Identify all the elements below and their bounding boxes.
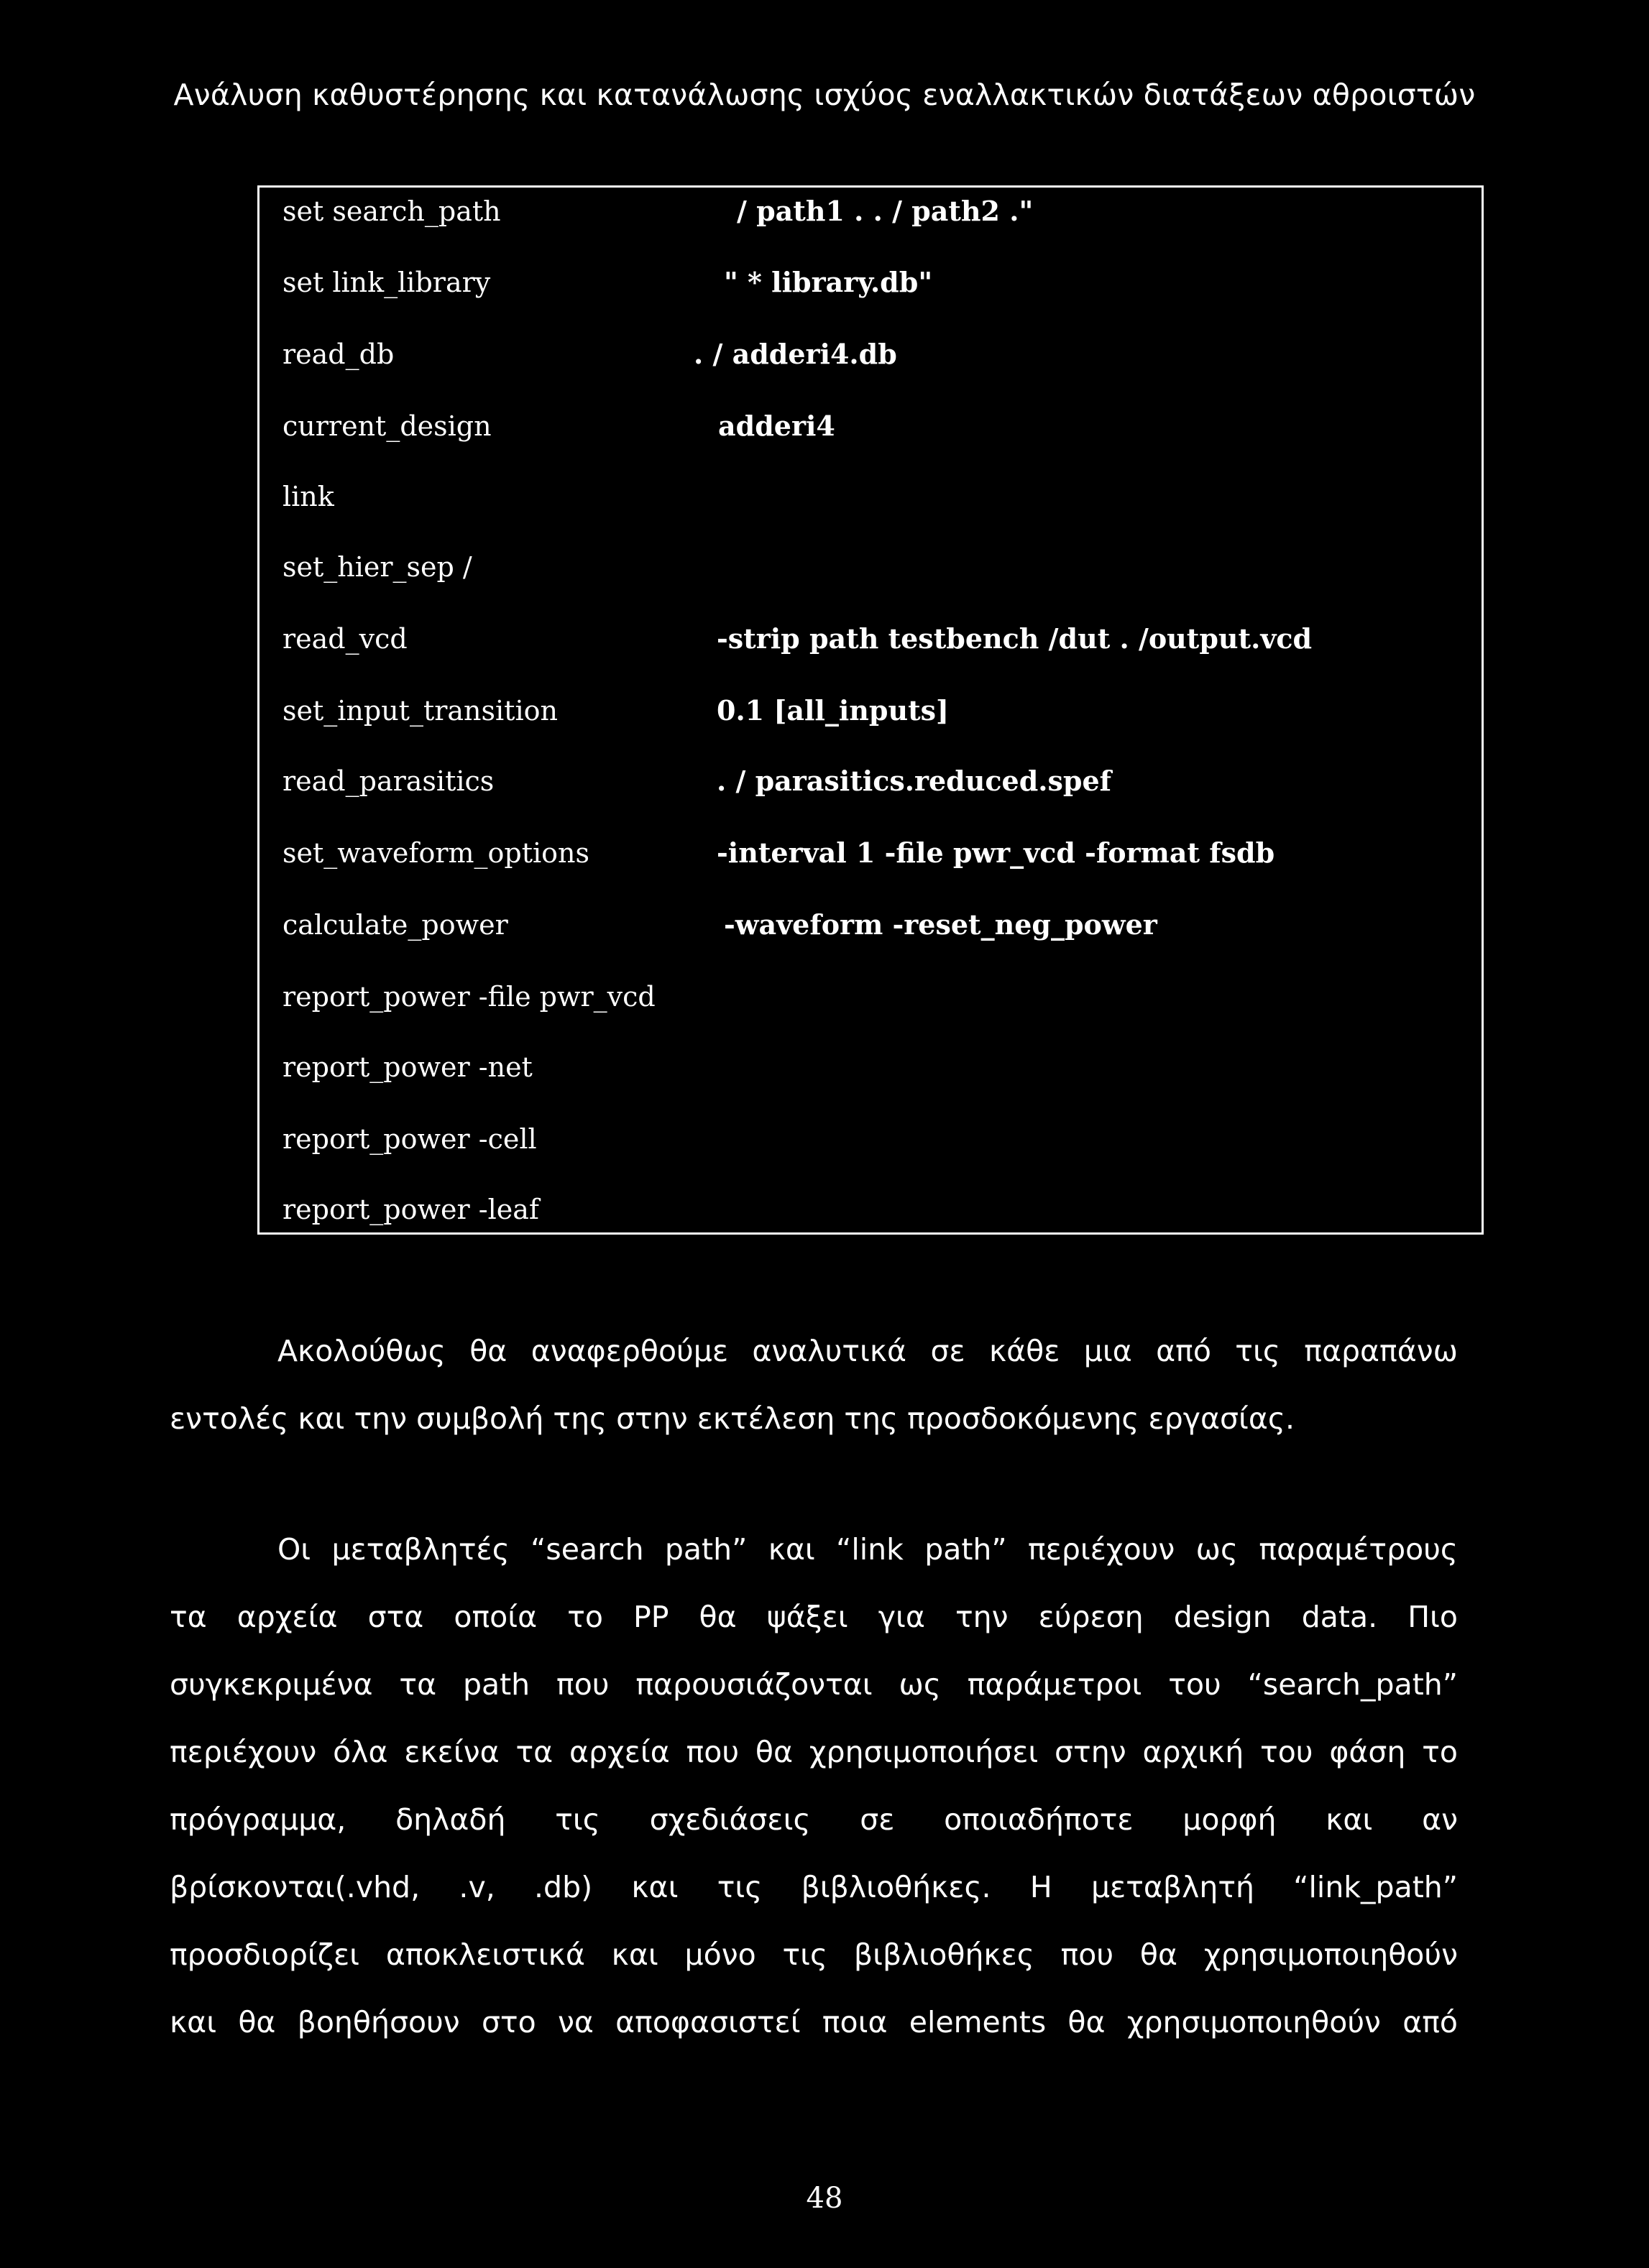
running-header: Ανάλυση καθυστέρησης και κατανάλωσης ισχύος εναλλακτικών διατάξεων αθροιστών (173, 78, 1476, 112)
code-command: set_input_transition (283, 695, 558, 727)
code-argument: / path1 . . / path2 ." (737, 195, 1034, 227)
code-line (259, 689, 1482, 732)
code-command: current_design (283, 410, 492, 442)
code-command: report_power -leaf (283, 1194, 539, 1225)
code-line (259, 475, 1482, 518)
code-line (259, 831, 1482, 875)
paragraph-line: προσδιορίζει αποκλειστικά και μόνο τις βιβλιοθήκες που θα χρησιμοποιηθούν (170, 1937, 1458, 1972)
code-command: read_parasitics (283, 765, 495, 797)
paragraph-line: Ακολούθως θα αναφερθούμε αναλυτικά σε κάθε μια από τις παραπάνω (277, 1334, 1458, 1368)
paragraph-line: βρίσκονται(.vhd, .v, .db) και τις βιβλιοθήκες. Η μεταβλητή “link_path” (170, 1870, 1458, 1904)
code-line (259, 975, 1482, 1018)
code-command: set_waveform_options (283, 837, 590, 869)
paragraph-line: τα αρχεία στα οποία το PP θα ψάξει για την εύρεση design data. Πιο (170, 1600, 1458, 1634)
code-argument: . / adderi4.db (694, 338, 897, 370)
code-argument: . / parasitics.reduced.spef (717, 765, 1111, 797)
code-line (259, 903, 1482, 946)
code-command: link (283, 481, 334, 512)
code-argument: -interval 1 -file pwr_vcd -format fsdb (717, 836, 1275, 869)
code-line (259, 545, 1482, 589)
paragraph-line: πρόγραμμα, δηλαδή τις σχεδιάσεις σε οποιαδήποτε μορφή και αν (170, 1802, 1458, 1837)
code-argument: -strip path testbench /dut . /output.vcd (717, 622, 1313, 655)
code-line (259, 333, 1482, 376)
code-argument: 0.1 [all_inputs] (717, 694, 949, 727)
paragraph-line: Οι μεταβλητές “search path” και “link path” περιέχουν ως παραμέτρους (277, 1532, 1458, 1567)
code-command: report_power -cell (283, 1123, 537, 1155)
script-code-box (257, 185, 1484, 1235)
code-line (259, 1046, 1482, 1089)
code-command: read_db (283, 338, 395, 370)
code-line (259, 261, 1482, 304)
code-command: report_power -file pwr_vcd (283, 981, 656, 1013)
code-line (259, 617, 1482, 660)
paragraph-line: συγκεκριμένα τα path που παρουσιάζονται ως παράμετροι του “search_path” (170, 1667, 1458, 1702)
code-line (259, 190, 1482, 233)
code-argument: adderi4 (718, 410, 835, 442)
paragraph-line: περιέχουν όλα εκείνα τα αρχεία που θα χρησιμοποιήσει στην αρχική του φάση το (170, 1735, 1458, 1769)
code-command: read_vcd (283, 623, 408, 655)
code-line (259, 405, 1482, 448)
code-line (259, 760, 1482, 803)
code-line (259, 1117, 1482, 1161)
page-number: 48 (806, 2182, 843, 2215)
code-command: set link_library (283, 267, 491, 298)
code-argument: " * library.db" (724, 266, 933, 298)
paragraph-line: εντολές και την συμβολή της στην εκτέλεση της προσδοκόμενης εργασίας. (170, 1401, 1295, 1436)
paragraph-line: και θα βοηθήσουν στο να αποφασιστεί ποια elements θα χρησιμοποιηθούν από (170, 2005, 1458, 2039)
code-command: calculate_power (283, 909, 508, 941)
code-line (259, 1188, 1482, 1231)
code-command: report_power -net (283, 1051, 533, 1083)
code-command: set search_path (283, 195, 501, 227)
code-command: set_hier_sep / (283, 551, 472, 583)
code-argument: -waveform -reset_neg_power (724, 908, 1157, 941)
